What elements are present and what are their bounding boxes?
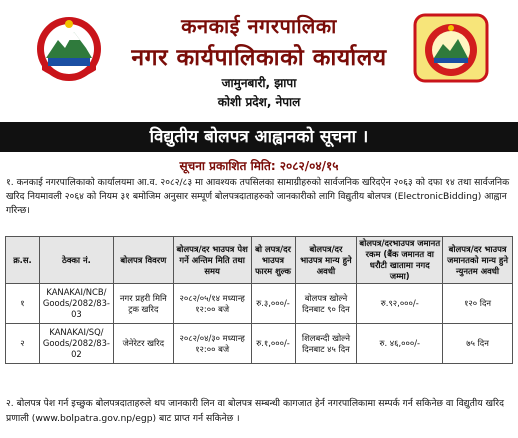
cell-security-validity: १२० दिन — [443, 284, 513, 324]
office-address: जामुनबारी, झापा — [221, 76, 297, 90]
bid-table — [5, 236, 513, 364]
col-description: बोलपत्र विवरण — [113, 237, 173, 284]
notice-paragraph-2: २. बोलपत्र पेश गर्न इच्छुक बोलपत्रदाताहरुले थप जानकारी लिन वा बोलपत्र सम्बन्धी कागजात हेर्न नगरपालिकामा सम्पर्क गर्न सकिनेछ वा विद्युतीय खरिद प्रणाली (www.bolpatra.gov.np/egp) बाट प्राप्त गर्न सकिनेछ । — [6, 398, 504, 424]
col-security-amount: बोलपत्र/दरभाउपत्र जमानत रकम (बैंक जमानत वा धरौटी खातामा नगद जम्मा) — [357, 237, 443, 284]
table-header-row — [6, 237, 513, 284]
col-security-validity: बोलपत्र/दर भाउपत्र जमानतको मान्य हुने न्युनतम अवधी — [443, 237, 513, 284]
cell-validity: शिलबन्दी खोल्ने दिनबाट ४५ दिन — [295, 324, 357, 364]
cell-deadline: २०८२/०४/३० मध्यान्ह १२:०० बजे — [173, 324, 251, 364]
cell-contract-no: KANAKAI/NCB/ Goods/2082/83-03 — [39, 284, 113, 324]
col-deadline: बोलपत्र/दर भाउपत्र पेश गर्ने अन्तिम मिति तथा समय — [173, 237, 251, 284]
cell-validity: बोलपत्र खोल्ने दिनबाट ९० दिन — [295, 284, 357, 324]
municipality-name: कनकाई नगरपालिका — [181, 14, 337, 38]
office-name: नगर कार्यपालिकाको कार्यालय — [131, 45, 387, 71]
publication-date: सूचना प्रकाशित मिति: २०८२/०४/१५ — [179, 159, 339, 173]
col-contract-no: ठेक्का नं. — [39, 237, 113, 284]
cell-description: जेनेरेटर खरिद — [113, 324, 173, 364]
office-province: कोशी प्रदेश, नेपाल — [217, 95, 301, 109]
cell-form-fee: रु.१,०००/- — [251, 324, 295, 364]
col-validity: बोलपत्र/दर भाउपत्र मान्य हुने अवधी — [295, 237, 357, 284]
cell-contract-no: KANAKAI/SQ/ Goods/2082/83-02 — [39, 324, 113, 364]
cell-serial: १ — [6, 284, 40, 324]
cell-security-validity: ७५ दिन — [443, 324, 513, 364]
cell-security-amount: रु.९२,०००/- — [357, 284, 443, 324]
cell-form-fee: रु.३,०००/- — [251, 284, 295, 324]
col-serial: क्र.स. — [6, 237, 40, 284]
cell-description: नगर प्रहरी मिनि ट्रक खरिद — [113, 284, 173, 324]
cell-serial: २ — [6, 324, 40, 364]
municipality-logo-icon — [412, 12, 490, 84]
table-row — [6, 324, 513, 364]
col-form-fee: बो लपत्र/दर भाउपत्र फारम शुल्क — [251, 237, 295, 284]
table-row — [6, 284, 513, 324]
notice-header — [0, 0, 518, 118]
cell-deadline: २०८२/०५/१४ मध्यान्ह १२:०० बजे — [173, 284, 251, 324]
notice-paragraph-1: १. कनकाई नगरपालिकाको कार्यालयमा आ.व. २०८२/८३ मा आवश्यक तपसिलका सामाग्रीहरुको सार्वजनिक खरिदऐन २०६३ को दफा १४ तथा सार्वजनिक खरिद नियमावली २०६४ को नियम ३१ बमोजिम अनुसार सम्पूर्ण बोलपत्रदाताहरुको जानकारीको लागि विद्युतीय बोलपत्र (ElectronicBidding) आह्वान गरिन्छ। — [6, 177, 510, 216]
notice-title-banner: विद्युतीय बोलपत्र आह्वानको सूचना । — [0, 122, 518, 152]
cell-security-amount: रु. ४६,०००/- — [357, 324, 443, 364]
